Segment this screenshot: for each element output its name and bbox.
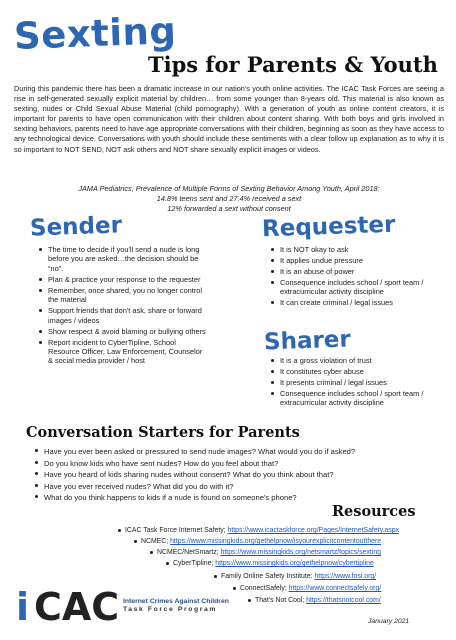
sender-item: Show respect & avoid blaming or bullying others xyxy=(38,327,208,336)
conversation-item: Do you know kids who have sent nudes? How do you feel about that? xyxy=(34,458,444,470)
sender-item: The time to decide if you'll send a nude is long before you are asked…the decision should be “no”. xyxy=(38,245,208,273)
logo-subtitle xyxy=(123,598,229,614)
conversation-list xyxy=(34,446,444,504)
resource-item xyxy=(134,537,381,546)
logo-line-2: Task Force Program xyxy=(123,606,218,613)
requester-item: It is NOT okay to ask xyxy=(270,245,430,254)
resource-link[interactable]: https://thatsnotcool.com/ xyxy=(306,597,381,604)
conversation-title: Conversation Starters for Parents xyxy=(26,424,300,441)
resource-link[interactable]: https://www.missingkids.org/netsmartz/topics/sexting xyxy=(220,549,382,556)
sender-item: Support friends that don't ask, share or forward images / videos xyxy=(38,306,208,325)
resource-label: Family Online Safety Institute: xyxy=(221,573,315,580)
sender-item: Plan & practice your response to the requester xyxy=(38,275,208,284)
sharer-item: Consequence includes school / sport team / extracurricular activity discipline xyxy=(270,389,430,408)
requester-heading: Requester xyxy=(261,211,396,243)
resource-link[interactable]: https://www.missingkids.org/gethelpnow/isyourexplicitcontentoutthere xyxy=(170,538,382,545)
sharer-heading: Sharer xyxy=(263,326,352,356)
resource-label: NCMEC; xyxy=(141,538,171,545)
resource-label: NCMEC/NetSmartz; xyxy=(157,549,221,556)
intro-paragraph: During this pandemic there has been a dramatic increase in our nation's youth online activities. The ICAC Task Forces are seeing a rise in self-generated sexually explicit material by children… from some younger than 8-years old. This material is also known as sexting, nudes or Child Sexual Abuse Material (child pornography). With a generation of youth as online content creators, it is important for parents to have open communication with their children about content sharing. With both boys and girls involved in sexting behaviors, parents need to have age appropriate conversations with their children, beginning as soon as they have access to any technological device. Conversations with youth should include these sentiments with a clear follow up explanation as to why it is so important to NOT SEND, NOT ask others and NOT share sexually explicit images or videos. xyxy=(14,84,444,154)
page-title: Tips for Parents & Youth xyxy=(148,52,438,77)
sexting-banner-word: Sexting xyxy=(13,9,178,58)
sharer-item: It presents criminal / legal issues xyxy=(270,378,430,387)
resource-item xyxy=(248,596,381,605)
sharer-item: It is a gross violation of trust xyxy=(270,356,430,365)
sender-item: Remember, once shared, you no longer control the material xyxy=(38,286,208,305)
requester-item: It is an abuse of power xyxy=(270,267,430,276)
sender-heading: Sender xyxy=(29,212,123,242)
sender-item: Report incident to CyberTipline, School Resource Officer, Law Enforcement, Counselor & social media provider / host xyxy=(38,338,208,366)
resource-label: ICAC Task Force Internet Safety; xyxy=(125,527,228,534)
requester-item: Consequence includes school / sport team / extracurricular activity discipline xyxy=(270,278,430,297)
conversation-item: Have you heard of kids sharing nudes without consent? What do you think about that? xyxy=(34,469,444,481)
resource-label: CyberTipline; xyxy=(173,560,216,567)
resource-item xyxy=(150,548,381,557)
conversation-item: Have you ever been asked or pressured to send nude images? What would you do if asked? xyxy=(34,446,444,458)
requester-item: It applies undue pressure xyxy=(270,256,430,265)
resource-item xyxy=(214,572,376,581)
resource-link[interactable]: https://www.fosi.org/ xyxy=(314,573,377,580)
icac-logo-cac: CAC xyxy=(34,585,120,624)
icac-logo xyxy=(14,580,132,624)
resource-label: That's Not Cool; xyxy=(255,597,307,604)
conversation-item: Have you ever received nudes? What did you do with it? xyxy=(34,481,444,493)
publication-date: January 2021 xyxy=(368,618,410,625)
citation-source: JAMA Pediatrics, Prevalence of Multiple Forms of Sexting Behavior Among Youth, April 2018: xyxy=(78,184,380,193)
sharer-item: It constitutes cyber abuse xyxy=(270,367,430,376)
resource-item xyxy=(166,559,374,568)
resources-title: Resources xyxy=(332,503,416,520)
resource-link[interactable]: https://www.missingkids.org/gethelpnow/cybertipline xyxy=(215,560,374,567)
resource-link[interactable]: https://www.connectsafely.org/ xyxy=(288,585,382,592)
icac-logo-i: i xyxy=(16,585,30,624)
requester-item: It can create criminal / legal issues xyxy=(270,298,430,307)
conversation-item: What do you think happens to kids if a nude is found on someone's phone? xyxy=(34,492,444,504)
resource-item xyxy=(233,584,381,593)
requester-list xyxy=(270,245,430,309)
citation-block xyxy=(14,184,444,214)
sender-list xyxy=(38,245,208,367)
resource-link[interactable]: https://www.icactaskforce.org/Pages/InternetSafety.aspx xyxy=(227,527,399,534)
sharer-list xyxy=(270,356,430,409)
citation-stat-2: 12% forwarded a sext without consent xyxy=(167,204,291,213)
citation-stat-1: 14.8% teens sent and 27.4% received a sext xyxy=(156,194,302,203)
resource-item xyxy=(118,526,399,535)
resource-label: ConnectSafely; xyxy=(240,585,289,592)
logo-line-1: Internet Crimes Against Children xyxy=(123,598,229,605)
